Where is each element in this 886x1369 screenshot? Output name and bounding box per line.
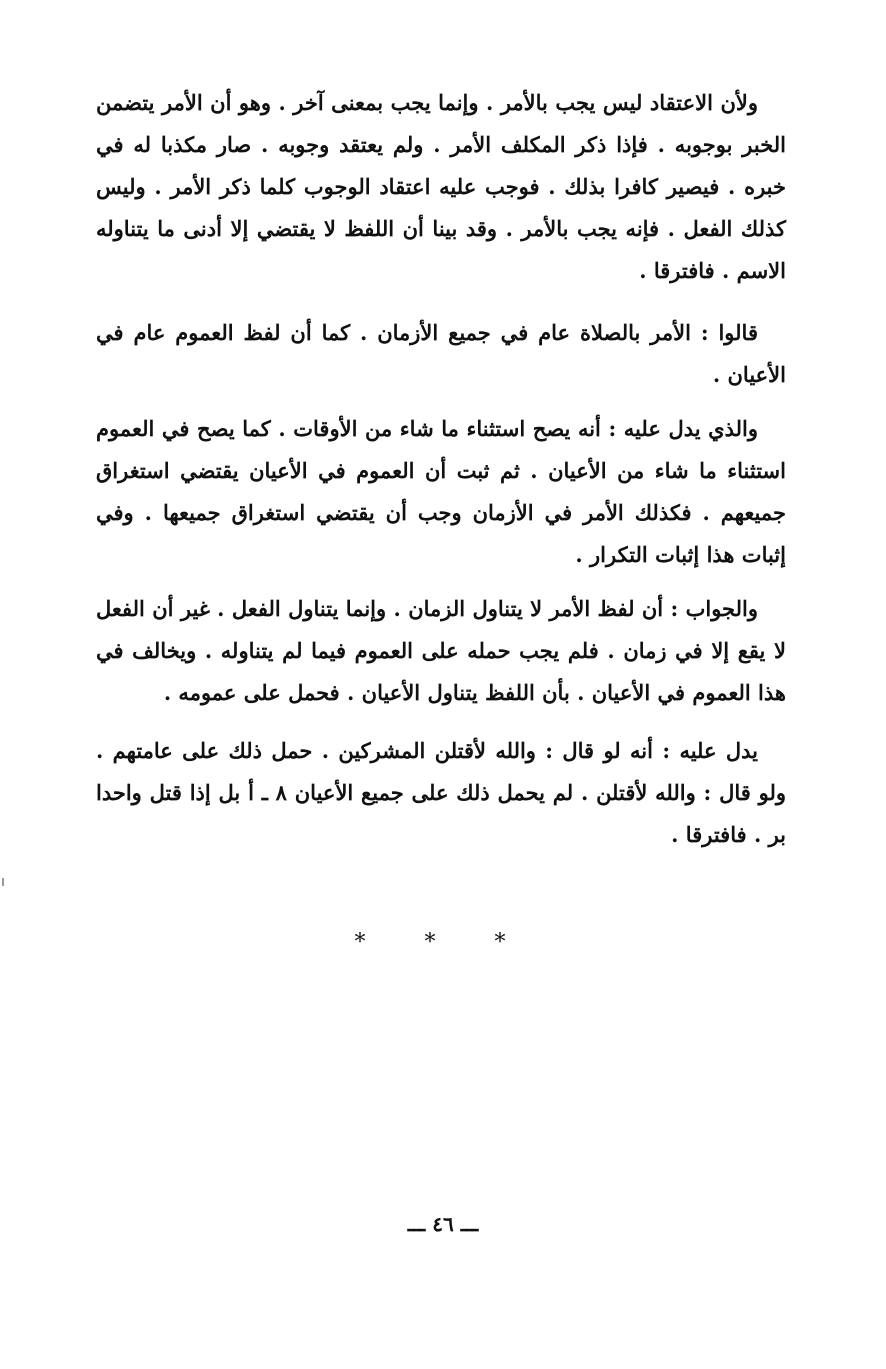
section-separator-stars: * * *	[354, 930, 532, 955]
paragraph-text: أن لفظ الأمر لا يتناول الزمان . وإنما يتناول الفعل . غير أن الفعل لا يقع إلا في زمان . فلم يجب حمله على العموم فيما لم يتناوله . ويخالف في هذا العموم في الأعيان . بأن اللفظ يتناول الأعيان . فحمل على عمومه .	[96, 596, 786, 705]
paragraph-text: والذي يدل عليه : أنه يصح استثناء ما شاء من الأوقات . كما يصح في العموم استثناء ما شاء من الأعيان . ثم ثبت أن العموم في الأعيان يقتضي استغراق جميعهم . فكذلك الأمر في الأزمان وجب أن يقتضي استغراق جميعها . وفي إثبات هذا إثبات التكرار .	[96, 416, 786, 567]
paragraph-answer	[96, 588, 786, 714]
paragraph-text: الأمر بالصلاة عام في جميع الأزمان . كما أن لفظ العموم عام في الأعيان .	[96, 320, 786, 387]
paragraph-lead: قالوا :	[700, 320, 758, 345]
paragraph-lead: والجواب :	[670, 596, 758, 621]
paragraph-belief-not-by-command	[96, 82, 786, 292]
paragraph-evidence	[96, 408, 786, 576]
page-number: ـــ ٤٦ ـــ	[407, 1212, 479, 1236]
scan-edge-mark	[2, 878, 4, 886]
paragraph-lead: يدل عليه :	[662, 738, 759, 763]
paragraph-text: أنه لو قال : والله لأقتلن المشركين . حمل ذلك على عامتهم . ولو قال : والله لأقتلن . لم يحمل ذلك على جميع الأعيان ٨ ـ أ بل إذا قتل واحدا بر . فافترقا .	[96, 738, 786, 847]
paragraph-proof	[96, 730, 786, 856]
paragraph-text: ولأن الاعتقاد ليس يجب بالأمر . وإنما يجب بمعنى آخر . وهو أن الأمر يتضمن الخبر بوجوبه . فإذا ذكر المكلف الأمر . ولم يعتقد وجوبه . صار مكذبا له في خبره . فيصير كافرا بذلك . فوجب عليه اعتقاد الوجوب كلما ذكر الأمر . وليس كذلك الفعل . فإنه يجب بالأمر . وقد بينا أن اللفظ لا يقتضي إلا أدنى ما يتناوله الاسم . فافترقا .	[96, 90, 786, 283]
paragraph-they-said	[96, 312, 786, 396]
